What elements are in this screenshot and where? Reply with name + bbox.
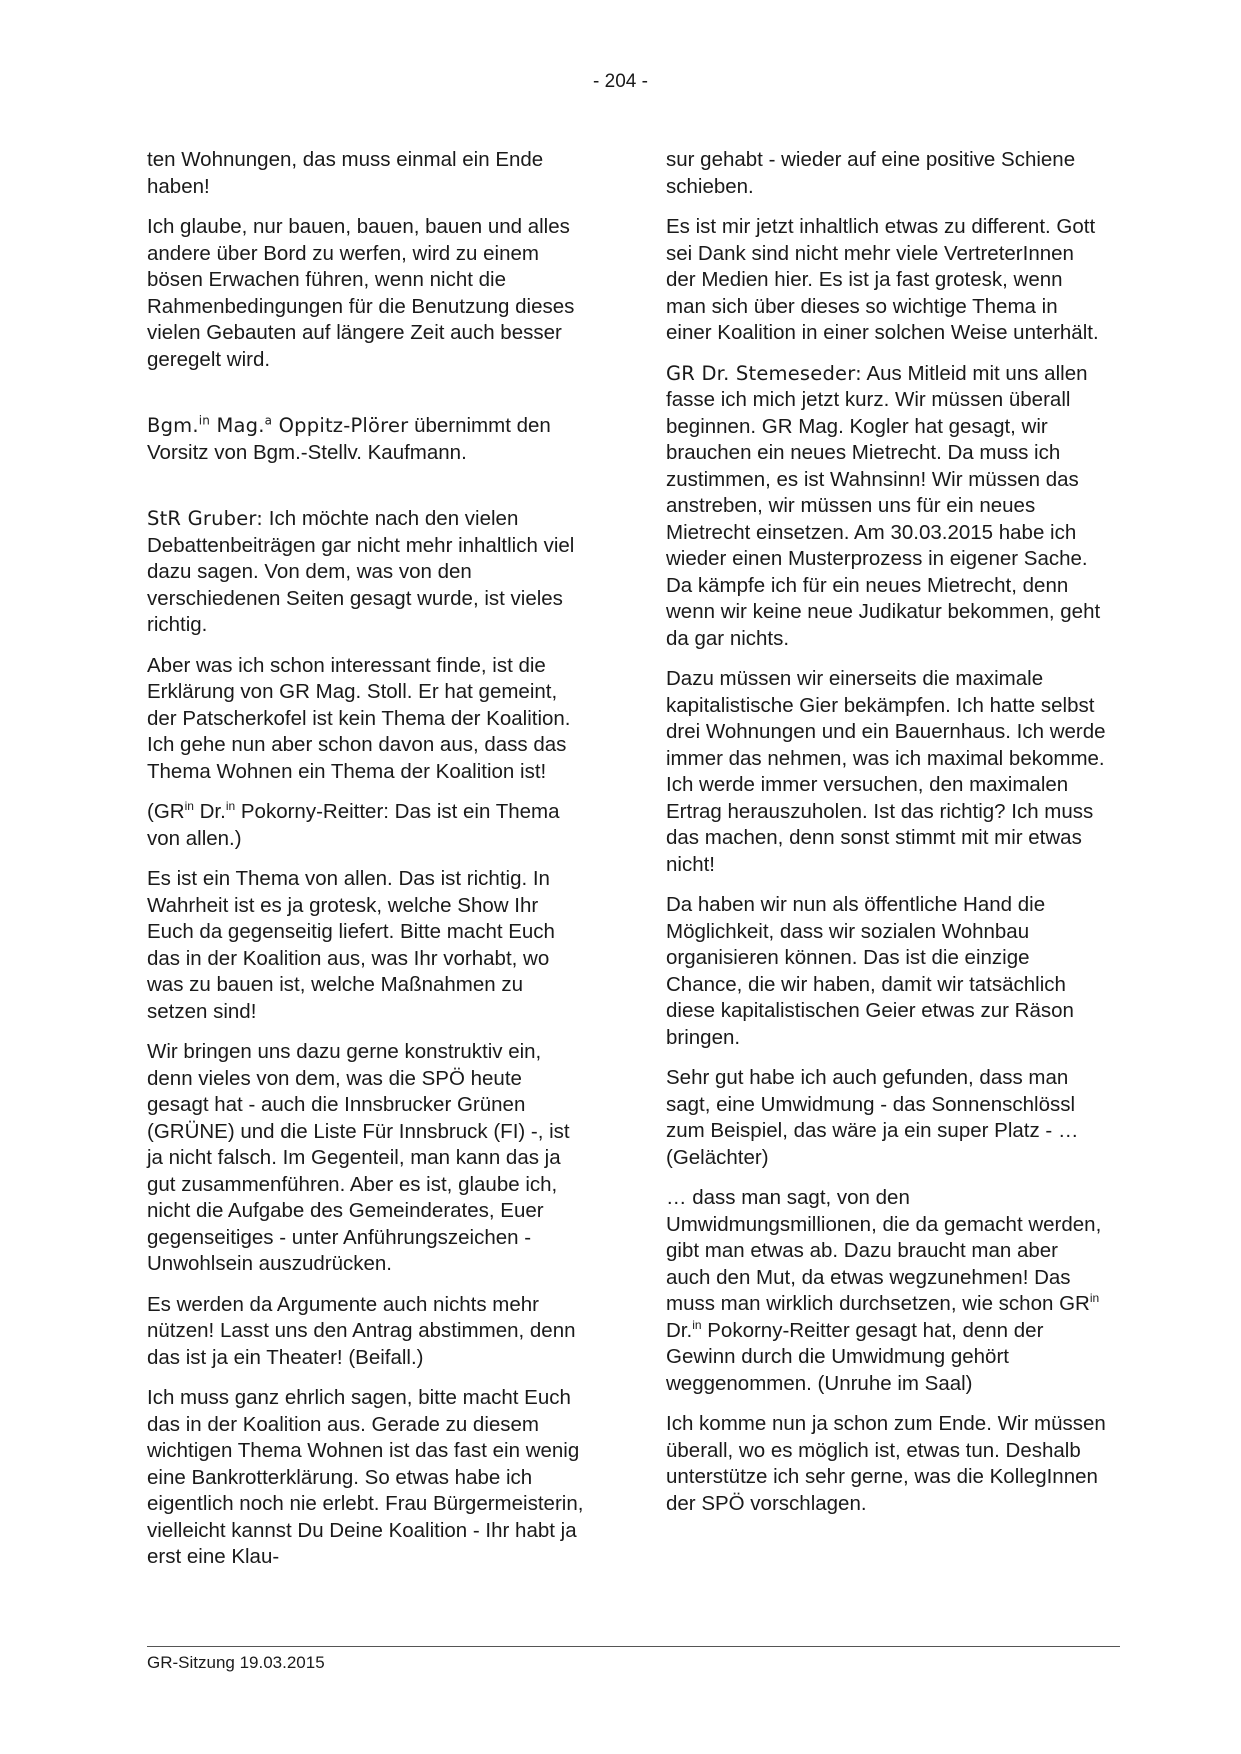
- speech-paragraph: GR Dr. Stemeseder: Aus Mitleid mit uns allen fasse ich mich jetzt kurz. Wir müssen überall beginnen. GR Mag. Kogler hat gesagt, wir brauchen ein neues Mietrecht. Da muss ich zustimmen, es ist Wahnsinn! Wir müssen das anstreben, wir müssen uns für ein neues Mietrecht einsetzen. Am 30.03.2015 habe ich wieder einen Musterprozess in eigener Sache. Da kämpfe ich für ein neues Mietrecht, denn wenn wir keine neue Judikatur bekommen, geht da gar nichts.: [666, 361, 1101, 650]
- paragraph: Ich komme nun ja schon zum Ende. Wir müssen überall, wo es möglich ist, etwas tun. Deshalb unterstütze ich sehr gerne, was die KollegInnen der SPÖ vorschlagen.: [666, 1412, 1106, 1515]
- paragraph: Es ist ein Thema von allen. Das ist richtig. In Wahrheit ist es ja grotesk, welche Show Ihr Euch da gegenseitig liefert. Bitte macht Euch das in der Koalition aus, was Ihr vorhabt, wo was zu bauen ist, welche Maßnahmen zu setzen sind!: [147, 867, 555, 1023]
- footer-session-date: GR-Sitzung 19.03.2015: [147, 1653, 325, 1672]
- speech-paragraph: StR Gruber: Ich möchte nach den vielen Debattenbeiträgen gar nicht mehr inhaltlich viel dazu sagen. Von dem, was von den verschiedenen Seiten gesagt wurde, ist vieles richtig.: [147, 507, 575, 636]
- page-number: - 204 -: [593, 71, 648, 92]
- paragraph: Wir bringen uns dazu gerne konstruktiv ein, denn vieles von dem, was die SPÖ heute gesagt hat - auch die Innsbrucker Grünen (GRÜNE) und die Liste Für Innsbruck (FI) -, ist ja nicht falsch. Im Gegenteil, man kann das ja gut zusammenführen. Aber es ist, glaube ich, nicht die Aufgabe des Gemeinderates, Euer gegenseitiges - unter Anführungszeichen - Unwohlsein auszudrücken.: [147, 1040, 570, 1275]
- speaker-name: GR Dr. Stemeseder:: [666, 361, 862, 385]
- paragraph: Es ist mir jetzt inhaltlich etwas zu different. Gott sei Dank sind nicht mehr viele VertreterInnen der Medien hier. Es ist ja fast grotesk, wenn man sich über dieses so wichtige Thema in einer Koalition in einer solchen Weise unterhält.: [666, 215, 1099, 344]
- chair-change-note: Bgm.$^{in}$ Mag.$^a$ Oppitz-Plörer übernimmt den Vorsitz von Bgm.-Stellv. Kaufmann.: [147, 413, 551, 464]
- paragraph: Ich glaube, nur bauen, bauen, bauen und alles andere über Bord zu werfen, wird zu einem bösen Erwachen führen, wenn nicht die Rahmenbedingungen für die Benutzung dieses vielen Gebauten auf längere Zeit auch besser geregelt wird.: [147, 215, 575, 371]
- paragraph: Sehr gut habe ich auch gefunden, dass man sagt, eine Umwidmung - das Sonnenschlössl zum Beispiel, das wäre ja ein super Platz - … (Gelächter): [666, 1066, 1079, 1169]
- paragraph: … dass man sagt, von den Umwidmungsmillionen, die da gemacht werden, gibt man etwas ab. Dazu braucht man aber auch den Mut, da etwas wegzunehmen! Das muss man wirklich durchsetzen, wie schon $GR^{in}$ Dr.$^{in}$ Pokorny-Reitter gesagt hat, denn der Gewinn durch die Umwidmung gehört weggenommen. (Unruhe im Saal): [666, 1186, 1102, 1395]
- paragraph: Dazu müssen wir einerseits die maximale kapitalistische Gier bekämpfen. Ich hatte selbst drei Wohnungen und ein Bauernhaus. Ich werde immer das nehmen, was ich maximal bekomme. Ich werde immer versuchen, den maximalen Ertrag herauszuholen. Ist das richtig? Ich muss das machen, denn sonst stimmt mit mir etwas nicht!: [666, 667, 1106, 876]
- paragraph: Da haben wir nun als öffentliche Hand die Möglichkeit, dass wir sozialen Wohnbau organisieren können. Das ist die einzige Chance, die wir haben, damit wir tatsächlich diese kapitalistischen Geier etwas zur Räson bringen.: [666, 893, 1074, 1049]
- paragraph: Aber was ich schon interessant finde, ist die Erklärung von GR Mag. Stoll. Er hat gemeint, der Patscherkofel ist kein Thema der Koalition. Ich gehe nun aber schon davon aus, dass das Thema Wohnen ein Thema der Koalition ist!: [147, 653, 571, 783]
- left-column: [147, 147, 587, 1585]
- paragraph: sur gehabt - wieder auf eine positive Schiene schieben.: [666, 148, 1076, 198]
- footer-divider: [147, 1646, 1120, 1647]
- interjection: ($GR^{in}$ Dr.$^{in}$ Pokorny-Reitter: Das ist ein Thema von allen.): [147, 799, 560, 850]
- speaker-name: StR Gruber:: [147, 507, 264, 530]
- speaker-name: Bgm.$^{in}$ Mag.$^a$ Oppitz-Plörer: [147, 413, 409, 437]
- paragraph: Ich muss ganz ehrlich sagen, bitte macht Euch das in der Koalition aus. Gerade zu diesem wichtigen Thema Wohnen ist das fast ein wenig eine Bankrotterklärung. So etwas habe ich eigentlich noch nie erlebt. Frau Bürgermeisterin, vielleicht kannst Du Deine Koalition - Ihr habt ja erst eine Klau-: [147, 1386, 584, 1568]
- paragraph: ten Wohnungen, das muss einmal ein Ende haben!: [147, 148, 544, 198]
- paragraph: Es werden da Argumente auch nichts mehr nützen! Lasst uns den Antrag abstimmen, denn das ist ja ein Theater! (Beifall.): [147, 1292, 576, 1369]
- right-column: [666, 147, 1106, 1531]
